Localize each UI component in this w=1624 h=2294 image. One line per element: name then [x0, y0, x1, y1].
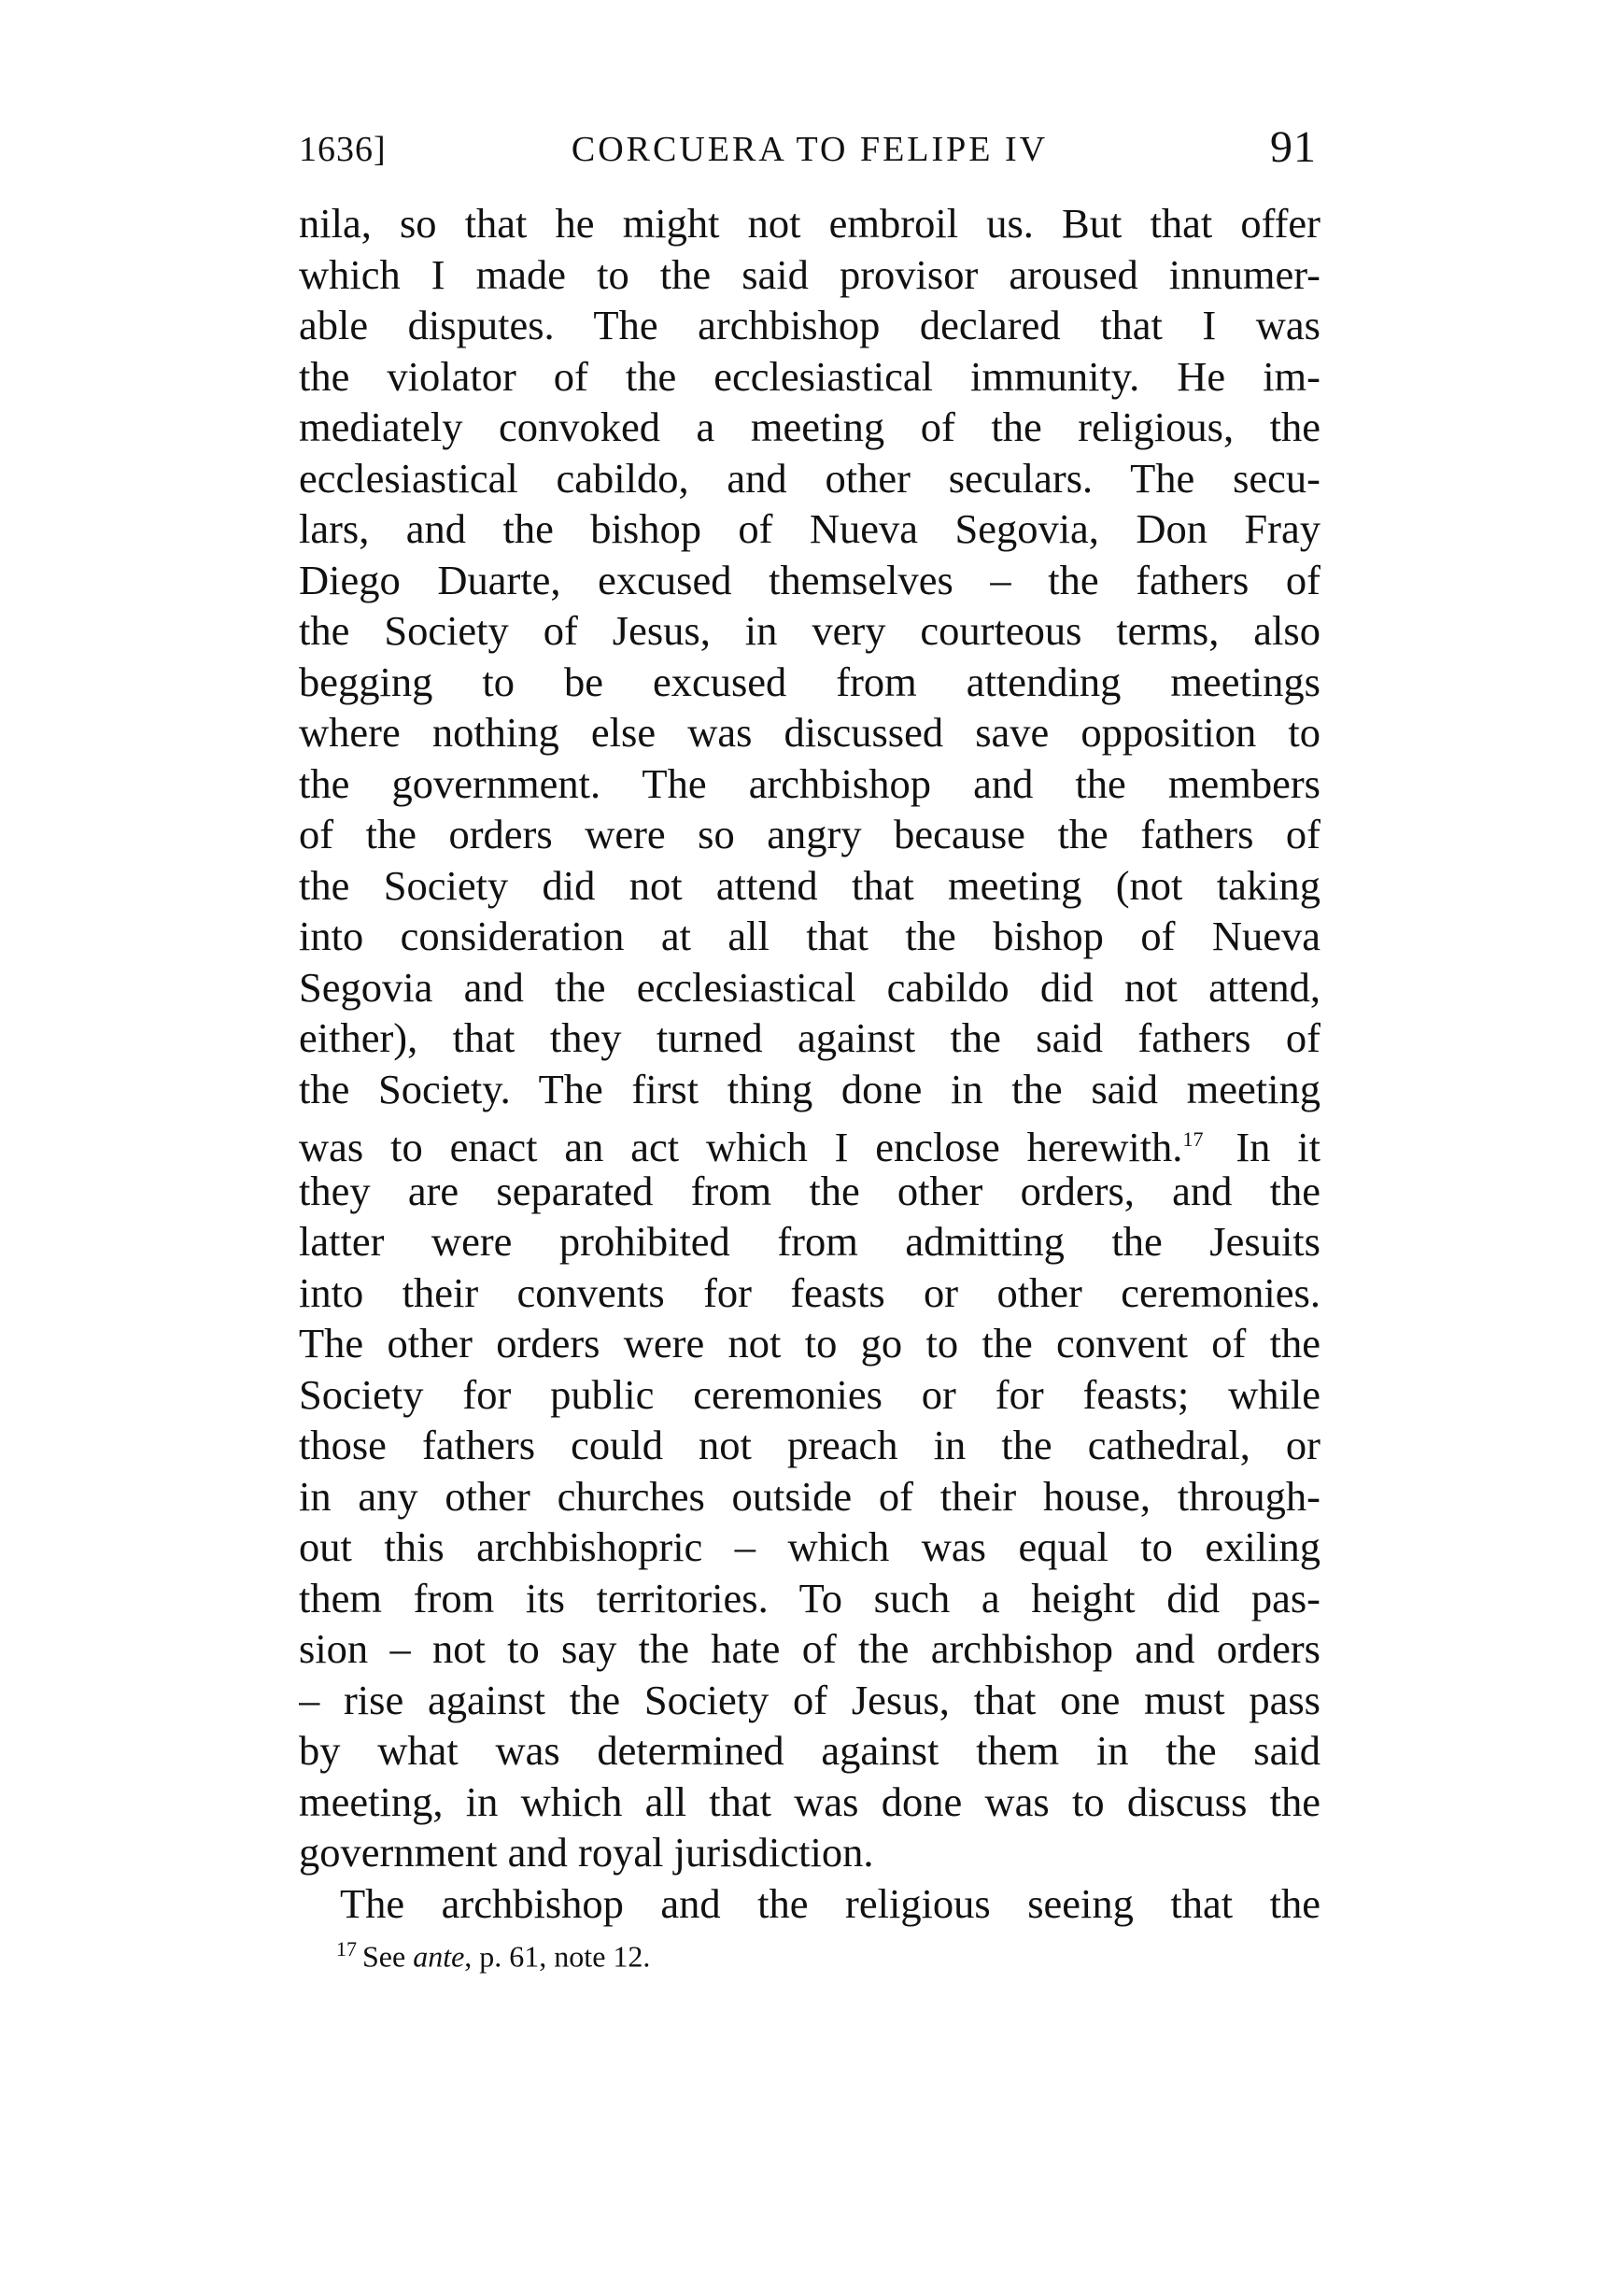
text-line: into consideration at all that the bishop of Nueva	[299, 913, 1320, 959]
footnote-suffix: , p. 61, note 12.	[464, 1939, 651, 1974]
text-line: which I made to the said provisor aroused innumer-	[299, 250, 1320, 298]
paragraph-2-first-line: The archbishop and the religious seeing that the	[340, 1879, 1320, 1927]
text-line: either), that they turned against the said fathers of	[299, 1014, 1320, 1061]
text-line: lars, and the bishop of Nueva Segovia, Don Fray	[299, 505, 1320, 552]
text-line: the violator of the ecclesiastical immunity. He im-	[299, 352, 1320, 400]
text-line: of the orders were so angry because the fathers of	[299, 811, 1320, 857]
text-line: the government. The archbishop and the members	[299, 759, 1320, 807]
page-number: 91	[1270, 122, 1317, 172]
text-line: begging to be excused from attending meetings	[299, 658, 1320, 705]
text-line: the Society of Jesus, in very courteous terms, also	[299, 607, 1320, 654]
running-head-title: CORCUERA TO FELIPE IV	[571, 130, 1049, 169]
text-line: mediately convoked a meeting of the religious, the	[299, 404, 1320, 450]
footnote-marker: 17	[336, 1937, 357, 1961]
text-line: – rise against the Society of Jesus, that one must pass	[299, 1676, 1320, 1723]
text-line: Diego Duarte, excused themselves – the fathers of	[299, 556, 1320, 603]
text-line: where nothing else was discussed save opposition to	[299, 709, 1320, 756]
text-line: able disputes. The archbishop declared that I was	[299, 302, 1320, 348]
text-line: ecclesiastical cabildo, and other seculars. The secu-	[299, 454, 1320, 502]
footnote-italic: ante	[413, 1939, 465, 1974]
text-segment: was to enact an act which I enclose herewith.	[299, 1123, 1183, 1166]
text-line-with-footnote-ref	[299, 1114, 1320, 1166]
text-line: The other orders were not to go to the convent of the	[299, 1320, 1320, 1366]
text-line: Society for public ceremonies or for feasts; while	[299, 1370, 1320, 1418]
text-line: into their convents for feasts or other ceremonies.	[299, 1268, 1320, 1316]
text-line: sion – not to say the hate of the archbishop and orders	[299, 1625, 1320, 1672]
running-head	[299, 121, 1320, 187]
text-line: by what was determined against them in the said	[299, 1727, 1320, 1774]
footnote-prefix: See	[362, 1939, 414, 1974]
footnote	[299, 1931, 1320, 1975]
text-line: the Society did not attend that meeting (not taking	[299, 861, 1320, 909]
footnote-reference: 17	[1182, 1127, 1204, 1151]
text-line: government and royal jurisdiction.	[299, 1829, 874, 1876]
text-segment: In it	[1208, 1123, 1320, 1166]
text-line: nila, so that he might not embroil us. But that offer	[299, 200, 1320, 247]
text-line: Segovia and the ecclesiastical cabildo did not attend,	[299, 963, 1320, 1011]
body-text	[299, 198, 1320, 1929]
text-line: those fathers could not preach in the cathedral, or	[299, 1422, 1320, 1468]
running-head-year: 1636]	[299, 130, 387, 169]
text-line: them from its territories. To such a height did pas-	[299, 1574, 1320, 1621]
text-line: meeting, in which all that was done was to discuss the	[299, 1777, 1320, 1825]
text-line: out this archbishopric – which was equal to exiling	[299, 1523, 1320, 1570]
text-line: they are separated from the other orders, and the	[299, 1167, 1320, 1214]
text-line: latter were prohibited from admitting the Jesuits	[299, 1218, 1320, 1265]
text-line: in any other churches outside of their house, through-	[299, 1472, 1320, 1520]
book-page	[299, 121, 1320, 1975]
text-line: the Society. The first thing done in the said meeting	[299, 1065, 1320, 1112]
